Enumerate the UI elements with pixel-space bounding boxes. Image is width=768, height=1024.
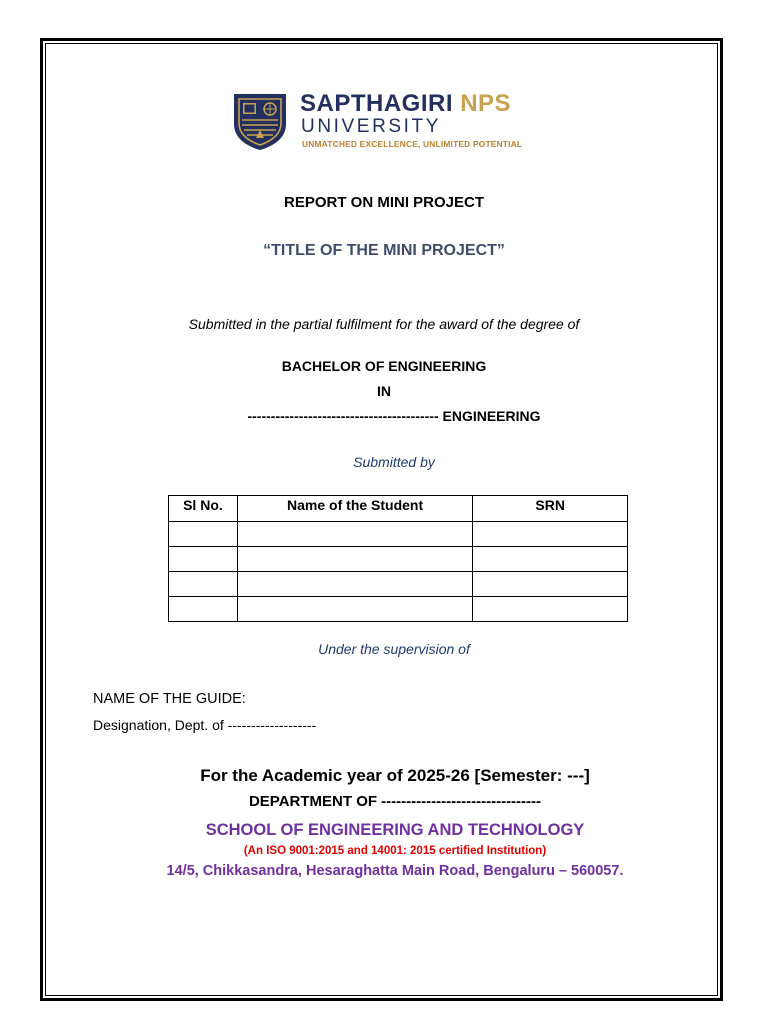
table-cell (169, 522, 238, 547)
iso-certification: (An ISO 9001:2015 and 14001: 2015 certified Institution) (243, 845, 547, 857)
guide-name-label: NAME OF THE GUIDE: (93, 691, 246, 707)
institution-address: 14/5, Chikkasandra, Hesaraghatta Main Road, Bengaluru – 560057. (166, 863, 624, 879)
table-cell (473, 522, 628, 547)
table-cell (237, 522, 472, 547)
table-cell (169, 597, 238, 622)
table-cell (237, 597, 472, 622)
table-cell (473, 547, 628, 572)
supervision-label: Under the supervision of (318, 641, 470, 657)
logo-name-part1: SAPTHAGIRI (300, 90, 454, 117)
project-title: “TITLE OF THE MINI PROJECT” (263, 242, 505, 259)
header-student-name: Name of the Student (237, 496, 472, 522)
branch-name: ----------------------------------------- ENGINEERING (247, 408, 541, 424)
students-table (168, 495, 628, 622)
table-cell (237, 547, 472, 572)
logo-tagline: UNMATCHED EXCELLENCE, UNLIMITED POTENTIAL (302, 139, 523, 149)
report-heading: REPORT ON MINI PROJECT (283, 194, 485, 211)
table-cell (473, 572, 628, 597)
table-cell (473, 597, 628, 622)
table-header-row (169, 496, 628, 522)
logo-university-word: UNIVERSITY (301, 116, 442, 137)
header-srn: SRN (473, 496, 628, 522)
table-cell (169, 547, 238, 572)
logo-name-part2: NPS (460, 90, 512, 117)
table-row (169, 597, 628, 622)
table-row (169, 547, 628, 572)
degree-name: BACHELOR OF ENGINEERING (281, 358, 487, 374)
school-name: SCHOOL OF ENGINEERING AND TECHNOLOGY (205, 821, 585, 839)
submission-statement: Submitted in the partial fulfilment for the award of the degree of (188, 316, 580, 332)
degree-in: IN (377, 383, 391, 399)
table-cell (237, 572, 472, 597)
university-name (300, 90, 511, 118)
guide-designation: Designation, Dept. of ------------------- (93, 717, 317, 733)
table-row (169, 522, 628, 547)
header-sl-no: Sl No. (169, 496, 238, 522)
university-crest-icon (230, 90, 290, 152)
table-row (169, 572, 628, 597)
academic-year: For the Academic year of 2025-26 [Semester: ---] (200, 766, 590, 785)
submitted-by-label: Submitted by (353, 454, 435, 470)
university-logo (226, 86, 572, 160)
department-line: DEPARTMENT OF -------------------------------- (248, 793, 542, 810)
table-cell (169, 572, 238, 597)
